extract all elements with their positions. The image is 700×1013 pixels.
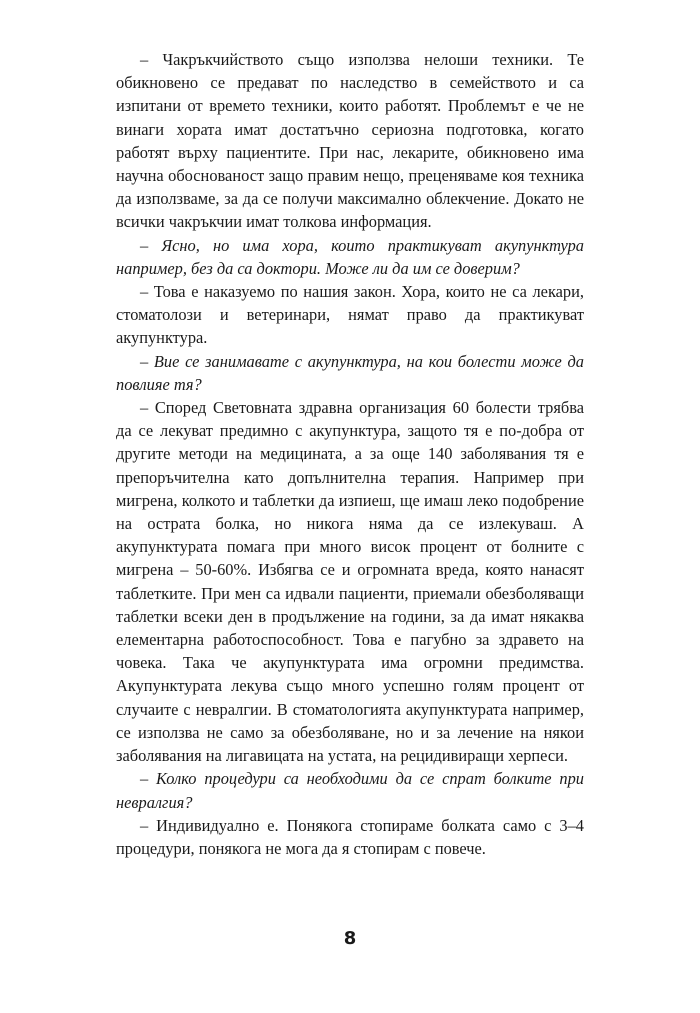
page-body (116, 48, 584, 860)
paragraph-answer: – Индивидуално е. Понякога стопираме болката само с 3–4 процедури, понякога не мога да я стопирам с повече. (116, 815, 584, 858)
paragraph-question: – Ясно, но има хора, които практикуват акупунктура например, без да са доктори. Може ли да им се доверим? (116, 235, 584, 278)
paragraph-answer: – Чакръкчийството също използва нелоши техники. Те обикновено се предават по наследство в семейството и са изпитани от времето техники, които работят. Проблемът е че не винаги хората имат достатъчно сериозна подготовка, когато работят върху пациентите. При нас, лекарите, обикновено има научна обоснованост защо правим нещо, преценяваме коя техника да използваме, за да се получи максимално облекчение. Докато не всички чакръкчии имат толкова информация. (116, 50, 584, 232)
paragraph-answer: – Според Световната здравна организация 60 болести трябва да се лекуват предимно с акупунктура, защото тя е по-добра от другите методи на медицината, а за още 140 заболявания тя е препоръчителна като допълнителна терапия. Например при мигрена, колкото и таблетки да изпиеш, ще имаш леко подобрение на острата болка, но никога няма да се излекуваш. А акупунктурата помага при много висок процент от болните с мигрена – 50-60%. Избягва се и огромната вреда, която нанасят таблетките. При мен са идвали пациенти, приемали обезболяващи таблетки всеки ден в продължение на години, за да имат някаква елементарна работоспособност. Това е пагубно за здравето на човека. Така че акупунктурата има огромни предимства. Акупунктурата лекува също много успешно голям процент от случаите с невралгии. В стоматологията акупунктурата например, се използва не само за обезболяване, но и за лечение на някои заболявания на лигавицата на устата, на рецидивиращи херпеси. (116, 398, 584, 766)
paragraph-question: – Колко процедури са необходими да се спрат болките при невралгия? (116, 769, 584, 812)
paragraph-answer: – Това е наказуемо по нашия закон. Хора, които не са лекари, стоматолози и ветеринари, нямат право да практикуват акупунктура. (116, 282, 584, 348)
paragraph-question: – Вие се занимавате с акупунктура, на кои болести може да повлияе тя? (116, 351, 584, 394)
page-number: 8 (343, 928, 357, 949)
